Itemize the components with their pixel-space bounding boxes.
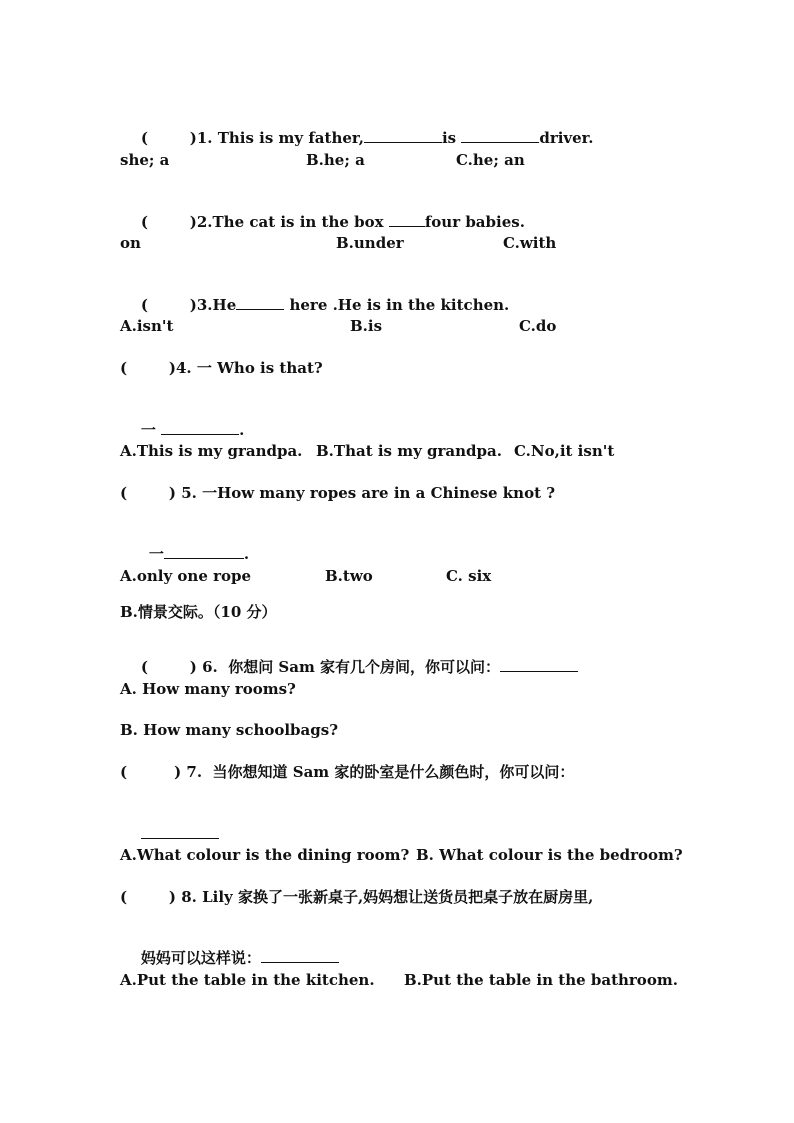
question-1-option-a: she; a [120,151,170,169]
question-7-option-a: A.What colour is the dining room? [120,846,410,864]
question-8-option-a: A.Put the table in the kitchen. [120,971,375,989]
question-8-stem-line-2: 妈妈可以这样说： [140,949,261,967]
question-6-stem: ( ) 6. 你想问 Sam 家有几个房间，你可以问： [140,658,501,676]
question-6-option-b: B. How many schoolbags? [120,721,338,739]
question-3-stem-a: ( )3.He [140,296,237,314]
question-5-answer-dash: 一 [148,545,164,563]
question-5-answer-end: . [243,545,250,563]
question-4-blank[interactable] [161,420,239,435]
question-2-option-c: C.with [503,234,557,252]
question-3-option-c: C.do [519,317,557,335]
question-7-option-b: B. What colour is the bedroom? [416,846,683,864]
question-7-stem: ( ) 7. 当你想知道 Sam 家的卧室是什么颜色时，你可以问： [120,763,575,781]
question-1-stem-b: is [441,129,457,147]
question-2 [120,192,525,252]
question-4-option-c: C.No,it isn't [514,442,615,460]
question-5-stem: ( ) 5. 一How many ropes are in a Chinese knot ? [120,484,556,502]
question-2-blank[interactable] [389,212,425,227]
question-8-option-b: B.Put the table in the bathroom. [404,971,678,989]
question-6-blank[interactable] [500,657,578,672]
question-2-stem-b: four babies. [424,213,525,231]
question-3 [120,275,509,335]
question-3-option-a: A.isn't [120,317,174,335]
section-b-title: B.情景交际。（10 分） [120,603,277,621]
question-2-stem-a: ( )2.The cat is in the box [140,213,384,231]
question-4-answer-dash: 一 [140,421,156,439]
question-1-blank-1[interactable] [364,128,442,143]
question-5-option-c: C. six [446,567,492,585]
question-1-stem-a: ( )1. This is my father, [140,129,364,147]
question-4-option-b: B.That is my grandpa. [316,442,502,460]
question-1-blank-2[interactable] [461,128,539,143]
question-6-option-a: A. How many rooms? [120,680,296,698]
question-5-option-b: B.two [325,567,373,585]
question-7-blank[interactable] [141,824,219,839]
question-3-option-b: B.is [350,317,383,335]
question-5-option-a: A.only one rope [120,567,252,585]
question-2-option-a: on [120,234,141,252]
question-4-option-a: A.This is my grandpa. [120,442,303,460]
question-3-blank[interactable] [236,295,284,310]
question-1-option-c: C.he; an [456,151,525,169]
question-4-answer-end: . [239,421,245,439]
question-2-option-b: B.under [336,234,404,252]
question-8-stem-line-1: ( ) 8. Lily 家换了一张新桌子,妈妈想让送货员把桌子放在厨房里, [120,888,594,906]
question-4-stem: ( )4. 一 Who is that? [120,359,323,377]
question-5-blank[interactable] [164,544,244,559]
question-1-stem-c: driver. [539,129,594,147]
question-1-option-b: B.he; a [306,151,365,169]
question-3-stem-b: here .He is in the kitchen. [284,296,510,314]
question-8-blank[interactable] [261,948,339,963]
